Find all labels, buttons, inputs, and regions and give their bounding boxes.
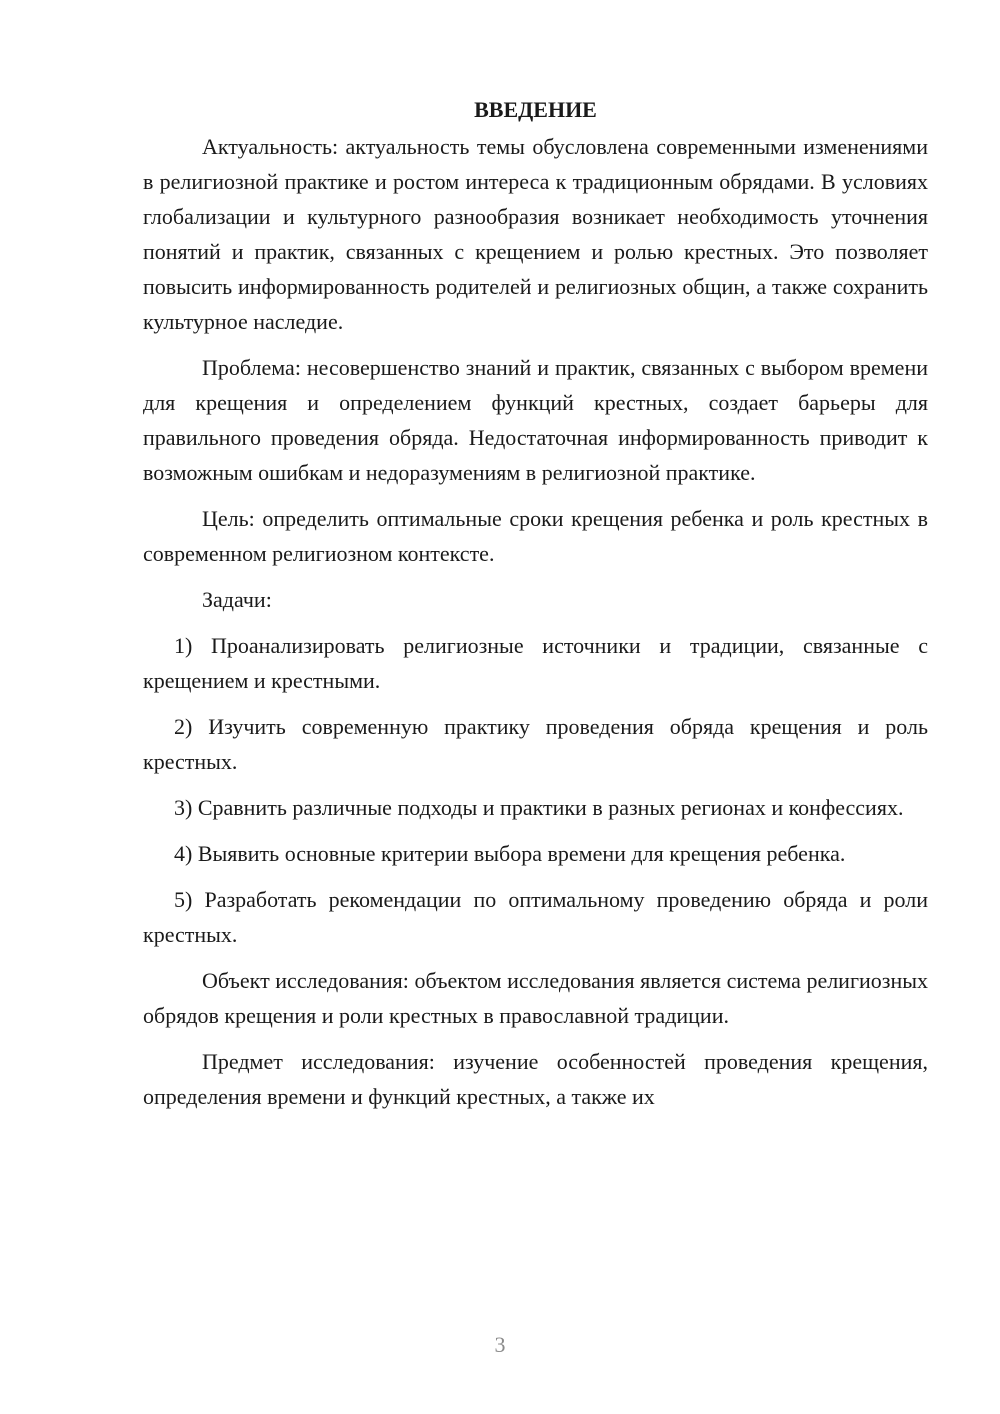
page-title: ВВЕДЕНИЕ <box>474 97 597 122</box>
task-item-4: 4) Выявить основные критерии выбора времени для крещения ребенка. <box>174 841 846 866</box>
task-item-1: 1) Проанализировать религиозные источники и традиции, связанные с крещением и крестными. <box>143 633 928 693</box>
object-paragraph: Объект исследования: объектом исследования является система религиозных обрядов крещения и роли крестных в православной традиции. <box>143 968 928 1028</box>
goal-paragraph: Цель: определить оптимальные сроки крещения ребенка и роль крестных в современном религиозном контексте. <box>143 506 928 566</box>
tasks-label: Задачи: <box>202 587 272 612</box>
task-item-3: 3) Сравнить различные подходы и практики в разных регионах и конфессиях. <box>174 795 904 820</box>
subject-paragraph: Предмет исследования: изучение особенностей проведения крещения, определения времени и функций крестных, а также их <box>143 1049 928 1109</box>
task-item-5: 5) Разработать рекомендации по оптимальному проведению обряда и роли крестных. <box>143 887 928 947</box>
relevance-paragraph: Актуальность: актуальность темы обусловлена современными изменениями в религиозной практике и ростом интереса к традиционным обрядами. В условиях глобализации и культурного разнообразия возникает необходимость уточнения понятий и практик, связанных с крещением и ролью крестных. Это позволяет повысить информированность родителей и религиозных общин, а также сохранить культурное наследие. <box>143 134 928 334</box>
page-number: 3 <box>494 1332 506 1357</box>
problem-paragraph: Проблема: несовершенство знаний и практик, связанных с выбором времени для крещения и определением функций крестных, создает барьеры для правильного проведения обряда. Недостаточная информированность приводит к возможным ошибкам и недоразумениям в религиозной практике. <box>143 355 928 485</box>
page-content <box>143 92 928 1125</box>
task-item-2: 2) Изучить современную практику проведения обряда крещения и роль крестных. <box>143 714 928 774</box>
